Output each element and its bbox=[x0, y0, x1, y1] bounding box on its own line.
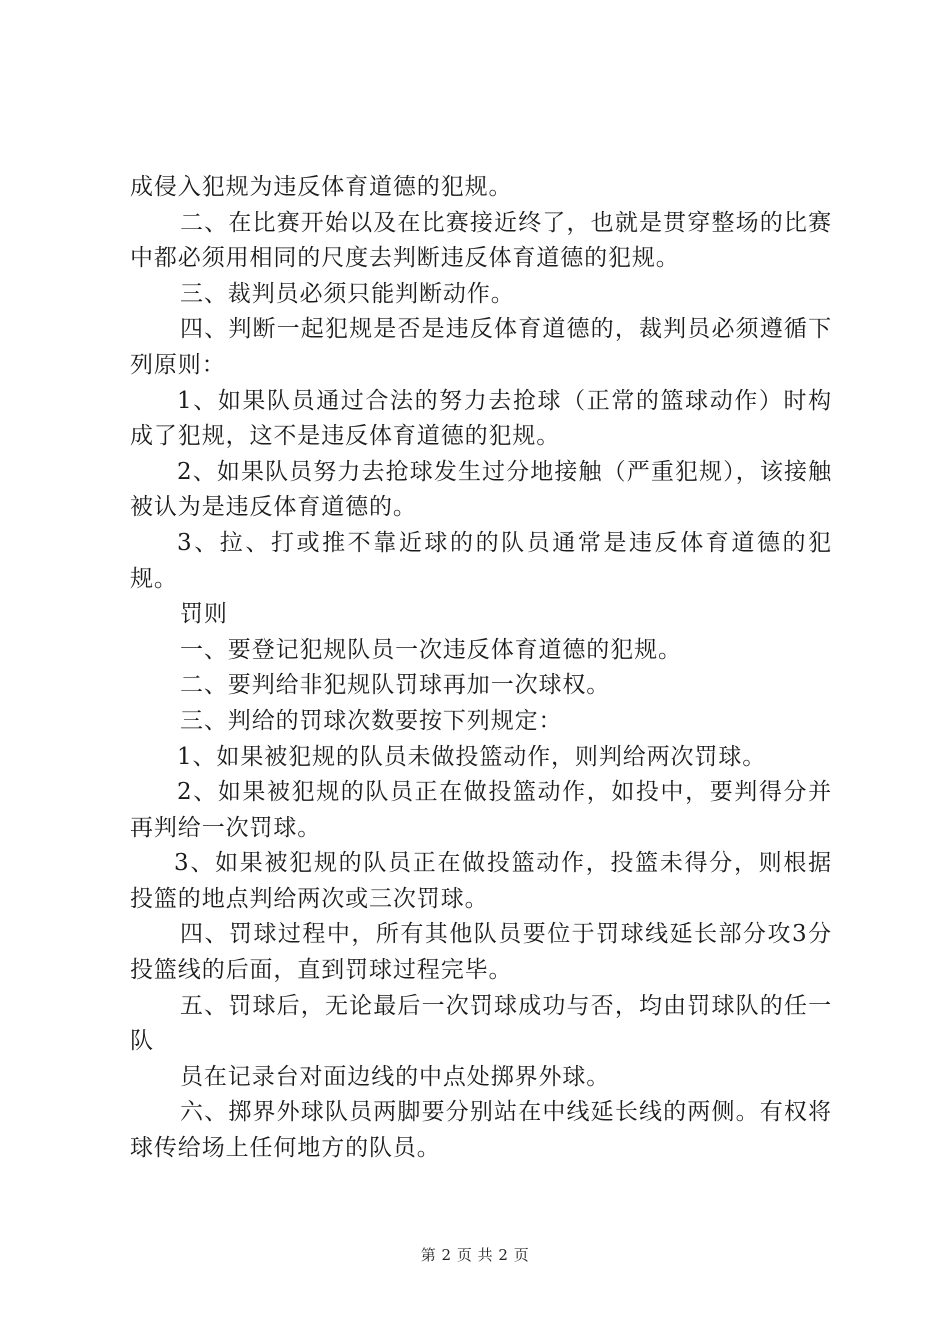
paragraph-3: 三、裁判员必须只能判断动作。 bbox=[180, 280, 515, 307]
paragraph-15: 五、罚球后，无论最后一次罚球成功与否，均由罚球队的任一队 bbox=[130, 992, 832, 1055]
paragraph-16: 员在记录台对面边线的中点处掷界外球。 bbox=[180, 1063, 611, 1090]
paragraph-6: 2、如果队员努力去抢球发生过分地接触（严重犯规），该接触被认为是违反体育道德的。 bbox=[130, 458, 832, 521]
paragraph-14: 四、罚球过程中，所有其他队员要位于罚球线延长部分攻3分投篮线的后面，直到罚球过程完毕。 bbox=[130, 921, 832, 984]
paragraph-13: 3、如果被犯规的队员正在做投篮动作，投篮未得分，则根据投篮的地点判给两次或三次罚球。 bbox=[130, 850, 832, 912]
paragraph-11: 1、如果被犯规的队员未做投篮动作，则判给两次罚球。 bbox=[177, 743, 767, 770]
page-footer bbox=[0, 1244, 950, 1265]
document-body bbox=[130, 170, 832, 1167]
paragraph-17: 六、掷界外球队员两脚要分别站在中线延长线的两侧。有权将球传给场上任何地方的队员。 bbox=[130, 1099, 832, 1162]
section-heading-penalty: 罚则 bbox=[180, 601, 228, 628]
paragraph-9: 二、要判给非犯规队罚球再加一次球权。 bbox=[180, 672, 611, 699]
paragraph-10: 三、判给的罚球次数要按下列规定： bbox=[180, 707, 563, 734]
paragraph-12: 2、如果被犯规的队员正在做投篮动作，如投中，要判得分并再判给一次罚球。 bbox=[130, 779, 832, 841]
paragraph-7: 3、拉、打或推不靠近球的的队员通常是违反体育道德的犯规。 bbox=[130, 529, 832, 592]
paragraph-4: 四、判断一起犯规是否是违反体育道德的，裁判员必须遵循下列原则： bbox=[130, 316, 832, 378]
paragraph-1: 成侵入犯规为违反体育道德的犯规。 bbox=[130, 174, 513, 200]
paragraph-8: 一、要登记犯规队员一次违反体育道德的犯规。 bbox=[180, 636, 682, 663]
page-number-label: 第 2 页 共 2 页 bbox=[420, 1246, 530, 1264]
paragraph-2: 二、在比赛开始以及在比赛接近终了，也就是贯穿整场的比赛中都必须用相同的尺度去判断违反体育道德的犯规。 bbox=[130, 209, 832, 272]
paragraph-5: 1、如果队员通过合法的努力去抢球（正常的篮球动作）时构成了犯规，这不是违反体育道德的犯规。 bbox=[130, 387, 832, 450]
